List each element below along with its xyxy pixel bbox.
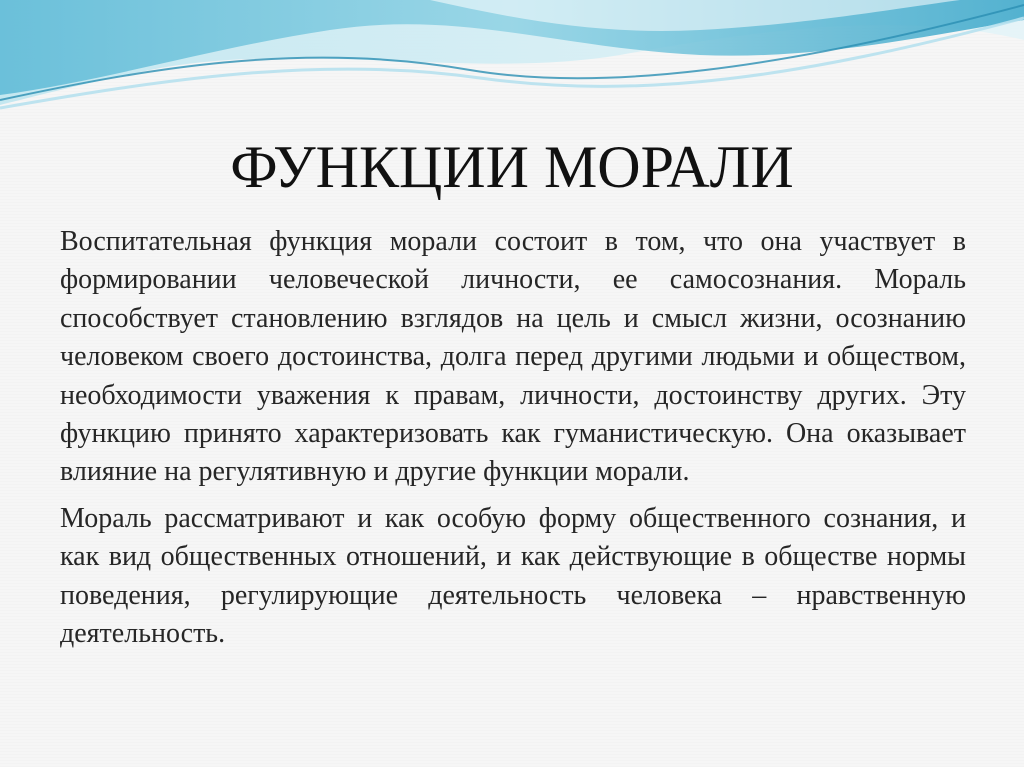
paragraph-moral-definition: Мораль рассматривают и как особую форму общественного сознания, и как вид общественных отношений, и как действующие в обществе нормы поведения, регулирующие деятельность человека – нравственную деятельность. (60, 502, 966, 650)
slide-title: ФУНКЦИИ МОРАЛИ (230, 134, 794, 200)
paragraph-educational-function: Воспитательная функция морали состоит в том, что она участвует в формировании человеческой личности, ее самосознания. Мораль способствует становлению взглядов на цель и смысл жизни, осознанию человеком своего достоинства, долга перед другими людьми и обществом, необходимости уважения к правам, личности, достоинству других. Эту функцию принято характеризовать как гуманистическую. Она оказывает влияние на регулятивную и другие функции морали. (60, 226, 966, 488)
slide-body (60, 223, 966, 653)
decorative-wave-header (0, 0, 1024, 120)
